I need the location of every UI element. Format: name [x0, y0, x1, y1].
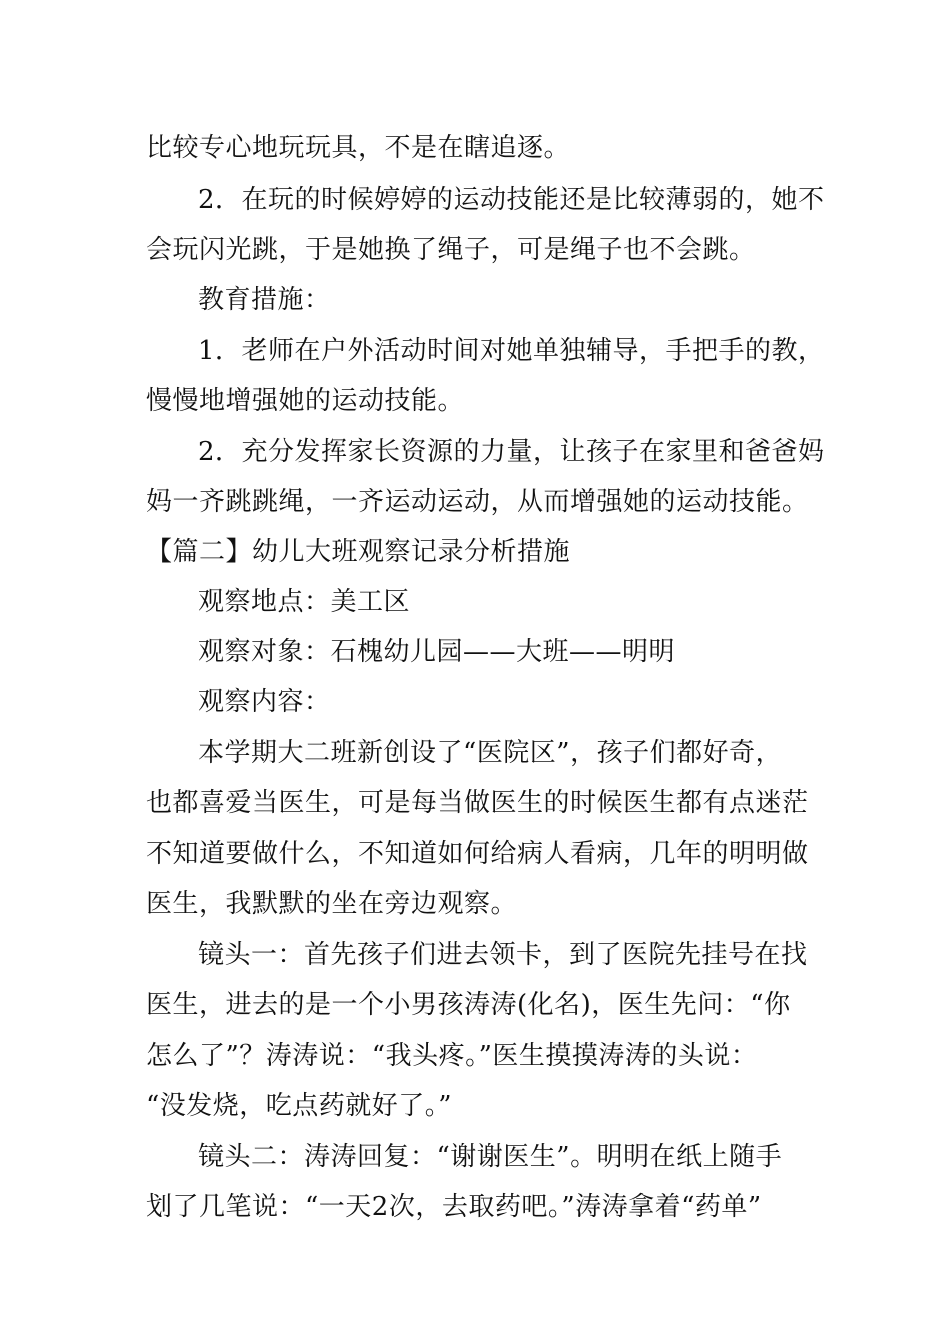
text-line: 镜头二：涛涛回复：“谢谢医生”。明明在纸上随手 [198, 1142, 783, 1172]
text-line: 比较专心地玩玩具，不是在瞎追逐。 [146, 133, 571, 163]
text-line: 2．在玩的时候婷婷的运动技能还是比较薄弱的，她不 [198, 185, 825, 215]
text-line: 不知道要做什么，不知道如何给病人看病，几年的明明做 [146, 839, 809, 869]
text-line: 划了几笔说：“一天2次，去取药吧。”涛涛拿着“药单” [146, 1192, 762, 1222]
text-line: 镜头一：首先孩子们进去领卡，到了医院先挂号在找 [198, 940, 808, 970]
text-line: 医生，进去的是一个小男孩涛涛(化名)，医生先问：“你 [146, 990, 791, 1020]
text-line: 1．老师在户外活动时间对她单独辅导，手把手的教， [198, 336, 825, 366]
text-line: 观察地点：美工区 [198, 587, 411, 617]
text-line: 怎么了”？涛涛说：“我头疼。”医生摸摸涛涛的头说： [146, 1041, 758, 1071]
text-line: 观察对象：石槐幼儿园——大班——明明 [198, 637, 676, 667]
text-line: 医生，我默默的坐在旁边观察。 [146, 889, 518, 919]
section-label: 教育措施： [198, 285, 331, 315]
section-heading: 【篇二】幼儿大班观察记录分析措施 [146, 537, 571, 567]
text-line: 妈一齐跳跳绳，一齐运动运动，从而增强她的运动技能。 [146, 487, 809, 517]
text-line: 也都喜爱当医生，可是每当做医生的时候医生都有点迷茫 [146, 788, 809, 818]
text-line: “没发烧，吃点药就好了。” [146, 1091, 453, 1121]
text-line: 慢慢地增强她的运动技能。 [146, 386, 465, 416]
text-line: 会玩闪光跳，于是她换了绳子，可是绳子也不会跳。 [146, 235, 756, 265]
section-label: 观察内容： [198, 687, 331, 717]
text-line: 2．充分发挥家长资源的力量，让孩子在家里和爸爸妈 [198, 437, 825, 467]
text-line: 本学期大二班新创设了“医院区”，孩子们都好奇， [198, 738, 783, 768]
